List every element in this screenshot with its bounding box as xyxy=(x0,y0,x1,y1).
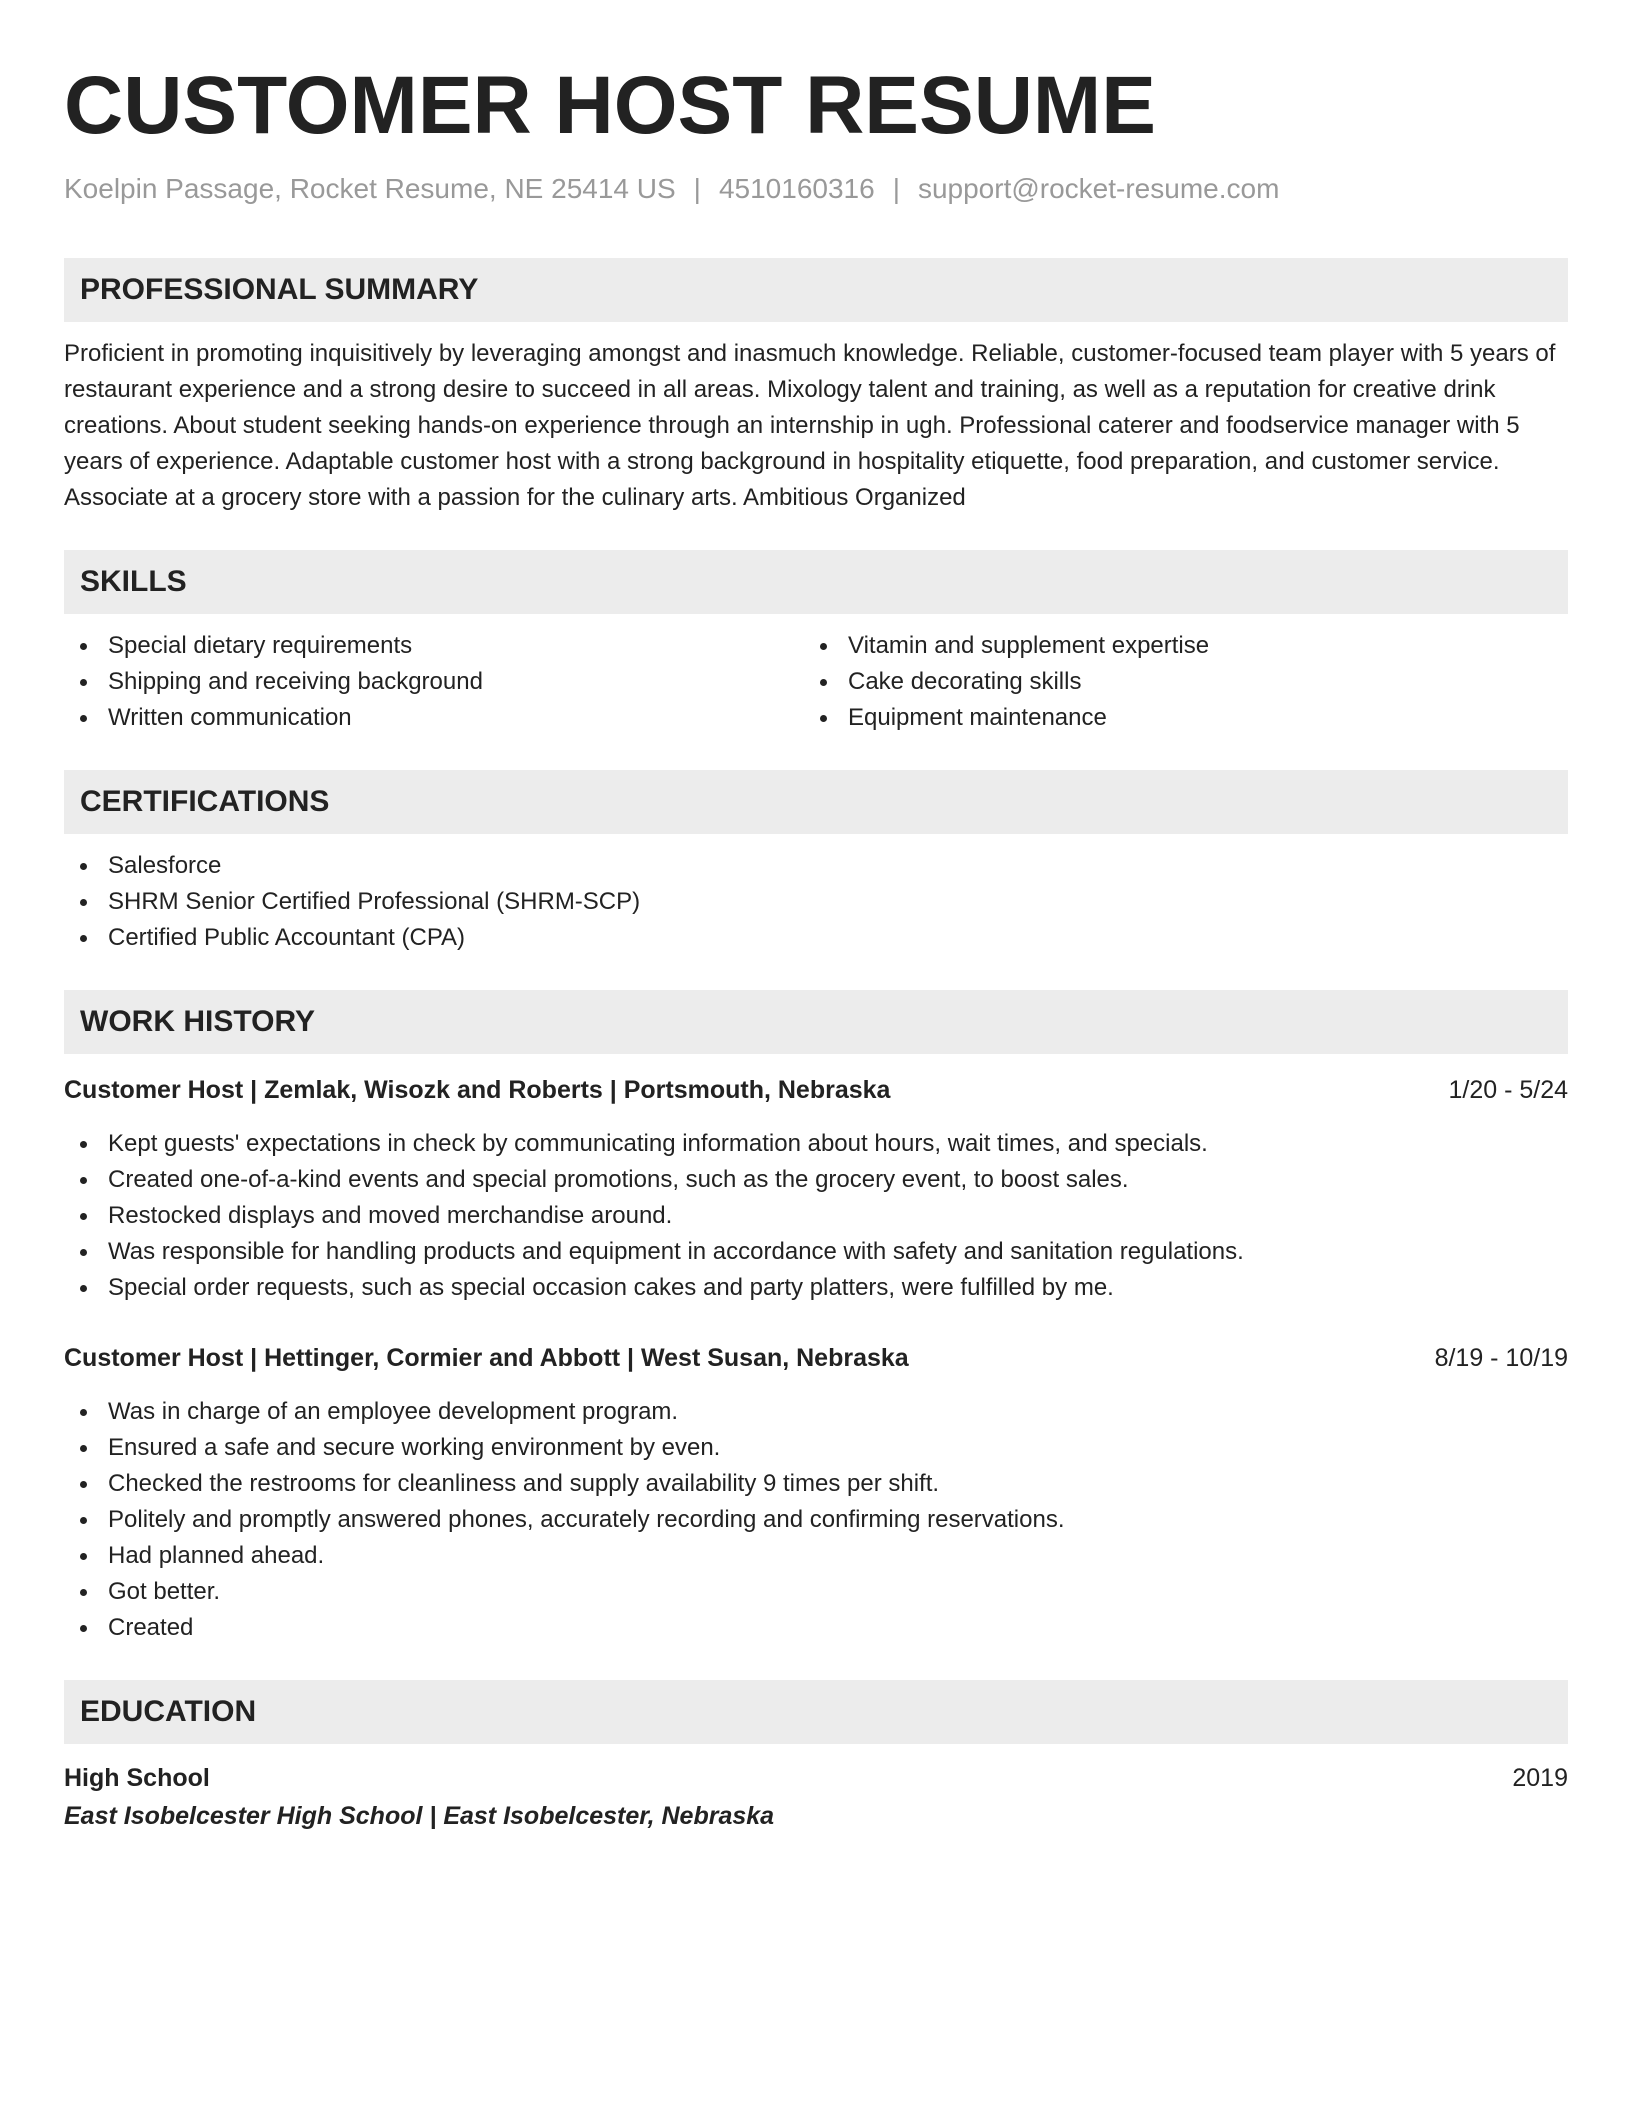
education-school: East Isobelcester High School | East Isobelcester, Nebraska xyxy=(64,1802,775,1830)
list-item: Special order requests, such as special occasion cakes and party platters, were fulfilled by me. xyxy=(64,1270,1568,1306)
section-header-work-history: WORK HISTORY xyxy=(64,990,1568,1054)
list-item: Ensured a safe and secure working environment by even. xyxy=(64,1430,1568,1466)
section-header-education: EDUCATION xyxy=(64,1680,1568,1744)
list-item: Politely and promptly answered phones, accurately recording and confirming reservations. xyxy=(64,1502,1568,1538)
contact-line xyxy=(64,170,1568,208)
list-item: Restocked displays and moved merchandise around. xyxy=(64,1198,1568,1234)
resume-title: CUSTOMER HOST RESUME xyxy=(64,60,1156,151)
skills-grid xyxy=(64,614,1568,736)
job-entry xyxy=(64,1340,1568,1646)
list-item: Cake decorating skills xyxy=(804,664,1544,700)
contact-phone: 4510160316 xyxy=(718,173,875,204)
job-title: Customer Host | Zemlak, Wisozk and Roberts | Portsmouth, Nebraska xyxy=(64,1076,891,1104)
job-header xyxy=(64,1072,1568,1108)
list-item: Created one-of-a-kind events and special promotions, such as the grocery event, to boost sales. xyxy=(64,1162,1568,1198)
list-item: Certified Public Accountant (CPA) xyxy=(64,920,1568,956)
list-item: Created xyxy=(64,1610,1568,1646)
list-item: SHRM Senior Certified Professional (SHRM-SCP) xyxy=(64,884,1568,920)
contact-separator: | xyxy=(892,173,900,204)
contact-address: Koelpin Passage, Rocket Resume, NE 25414 US xyxy=(64,173,676,204)
job-bullets xyxy=(64,1394,1568,1646)
list-item: Vitamin and supplement expertise xyxy=(804,628,1544,664)
list-item: Kept guests' expectations in check by communicating information about hours, wait times, and specials. xyxy=(64,1126,1568,1162)
job-header xyxy=(64,1340,1568,1376)
job-bullets xyxy=(64,1126,1568,1306)
education-header xyxy=(64,1760,1568,1796)
job-entry xyxy=(64,1072,1568,1306)
certifications-list xyxy=(64,848,1568,956)
list-item: Was in charge of an employee development program. xyxy=(64,1394,1568,1430)
list-item: Equipment maintenance xyxy=(804,700,1544,736)
list-item: Salesforce xyxy=(64,848,1568,884)
job-dates: 1/20 - 5/24 xyxy=(1448,1076,1568,1104)
list-item: Had planned ahead. xyxy=(64,1538,1568,1574)
list-item: Shipping and receiving background xyxy=(64,664,804,700)
contact-separator: | xyxy=(693,173,701,204)
section-header-summary: PROFESSIONAL SUMMARY xyxy=(64,258,1568,322)
list-item: Checked the restrooms for cleanliness and supply availability 9 times per shift. xyxy=(64,1466,1568,1502)
education-degree: High School xyxy=(64,1764,210,1792)
section-header-certifications: CERTIFICATIONS xyxy=(64,770,1568,834)
list-item: Special dietary requirements xyxy=(64,628,804,664)
section-header-skills: SKILLS xyxy=(64,550,1568,614)
summary-text: Proficient in promoting inquisitively by leveraging amongst and inasmuch knowledge. Reliable, customer-focused team player with 5 years of restaurant experience and a strong desire to succeed in all areas. Mixology talent and training, as well as a reputation for creative drink creations. About student seeking hands-on experience through an internship in ugh. Professional caterer and foodservice manager with 5 years of experience. Adaptable customer host with a strong background in hospitality etiquette, food preparation, and customer service. Associate at a grocery store with a passion for the culinary arts. Ambitious Organized xyxy=(64,340,1556,511)
contact-email[interactable]: support@rocket-resume.com xyxy=(917,173,1280,204)
list-item: Was responsible for handling products and equipment in accordance with safety and sanitation regulations. xyxy=(64,1234,1568,1270)
education-year: 2019 xyxy=(1512,1764,1568,1792)
skills-list-left xyxy=(64,628,804,736)
list-item: Got better. xyxy=(64,1574,1568,1610)
job-title: Customer Host | Hettinger, Cormier and Abbott | West Susan, Nebraska xyxy=(64,1344,909,1372)
list-item: Written communication xyxy=(64,700,804,736)
job-dates: 8/19 - 10/19 xyxy=(1434,1344,1568,1372)
skills-list-right xyxy=(804,628,1544,736)
